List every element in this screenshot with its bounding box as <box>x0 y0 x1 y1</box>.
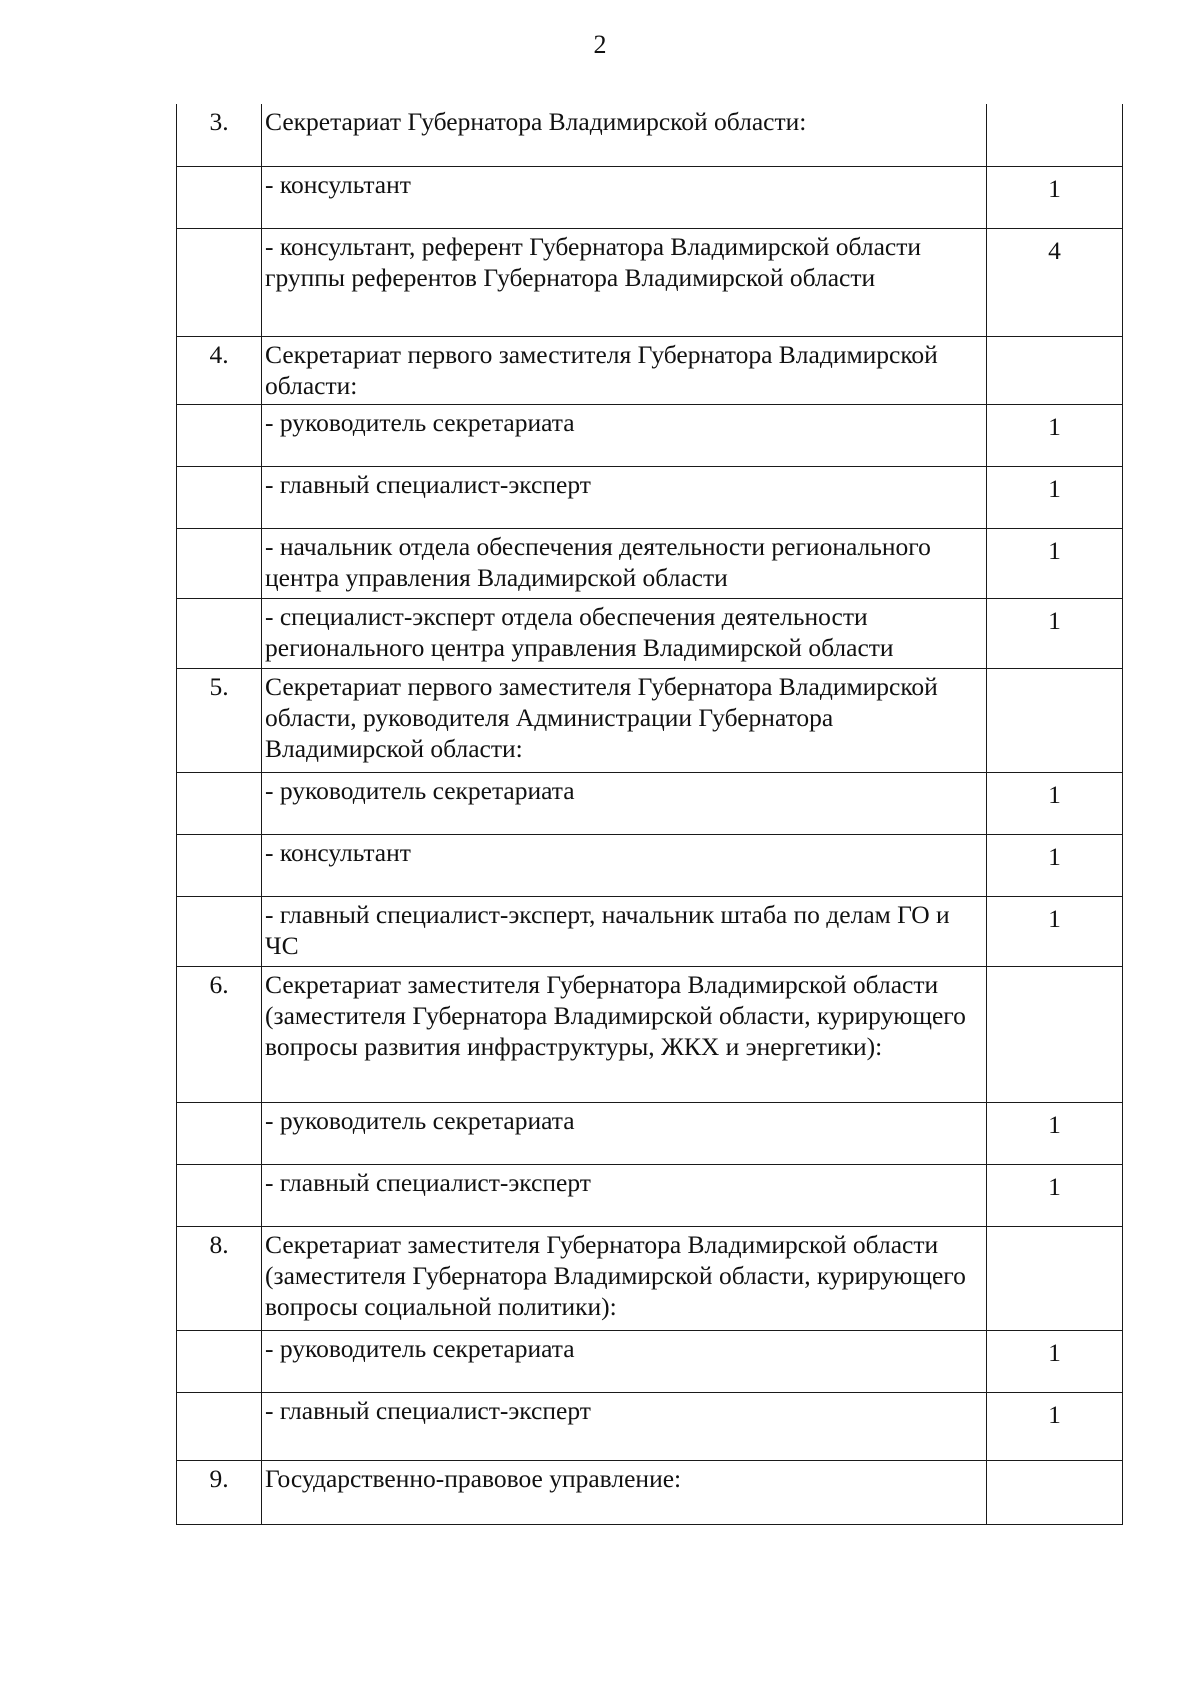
row-description <box>262 404 987 466</box>
row-count: 1 <box>987 1330 1123 1392</box>
table-row <box>177 1460 1123 1524</box>
row-number <box>177 1164 262 1226</box>
row-number <box>177 528 262 598</box>
row-count: 1 <box>987 404 1123 466</box>
staff-table-body <box>177 104 1123 1524</box>
row-count: 1 <box>987 466 1123 528</box>
table-row <box>177 834 1123 896</box>
table-row <box>177 228 1123 336</box>
row-number <box>177 1392 262 1460</box>
table-row <box>177 1330 1123 1392</box>
row-description <box>262 1102 987 1164</box>
row-number <box>177 772 262 834</box>
row-description-text: - главный специалист-эксперт <box>265 469 591 499</box>
table-row <box>177 772 1123 834</box>
row-description <box>262 834 987 896</box>
row-description <box>262 1330 987 1392</box>
row-count <box>987 104 1123 166</box>
row-description-text: - руководитель секретариата <box>265 775 575 805</box>
row-description-text: - главный специалист-эксперт <box>265 1395 591 1425</box>
row-number <box>177 834 262 896</box>
row-description <box>262 528 987 598</box>
row-description-text: Секретариат первого заместителя Губернатора Владимирской области, руководителя Администрации Губернатора Владимирской области: <box>265 671 938 763</box>
row-description-text: - начальник отдела обеспечения деятельности регионального центра управления Владимирской области <box>265 531 931 592</box>
row-number: 6. <box>177 966 262 1102</box>
table-row <box>177 166 1123 228</box>
row-number: 3. <box>177 104 262 166</box>
row-number: 8. <box>177 1226 262 1330</box>
row-number <box>177 1330 262 1392</box>
row-description <box>262 772 987 834</box>
table-row <box>177 896 1123 966</box>
row-number: 5. <box>177 668 262 772</box>
table-row <box>177 1164 1123 1226</box>
row-description-text: Государственно-правовое управление: <box>265 1463 682 1493</box>
row-description-text: - главный специалист-эксперт <box>265 1167 591 1197</box>
table-row <box>177 1392 1123 1460</box>
table-row <box>177 528 1123 598</box>
page-number: 2 <box>593 30 607 59</box>
table-row <box>177 1102 1123 1164</box>
table-row <box>177 466 1123 528</box>
table-row <box>177 404 1123 466</box>
row-number <box>177 228 262 336</box>
table-row <box>177 336 1123 404</box>
row-number <box>177 896 262 966</box>
row-description-text: - консультант, референт Губернатора Владимирской области группы референтов Губернатора Владимирской области <box>265 231 922 292</box>
row-count <box>987 336 1123 404</box>
table-row <box>177 598 1123 668</box>
row-description-text: Секретариат заместителя Губернатора Владимирской области (заместителя Губернатора Владимирской области, курирующего вопросы развития инфраструктуры, ЖКХ и энергетики): <box>265 969 966 1061</box>
row-description-text: - специалист-эксперт отдела обеспечения деятельности регионального центра управления Владимирской области <box>265 601 894 662</box>
row-description-text: - консультант <box>265 837 411 867</box>
row-count: 1 <box>987 1102 1123 1164</box>
row-description <box>262 466 987 528</box>
table-row <box>177 1226 1123 1330</box>
row-description-text: Секретариат первого заместителя Губернатора Владимирской области: <box>265 339 938 400</box>
row-description-text: Секретариат Губернатора Владимирской области: <box>265 107 807 136</box>
row-count: 1 <box>987 772 1123 834</box>
row-description-text: - руководитель секретариата <box>265 1333 575 1363</box>
row-count: 1 <box>987 896 1123 966</box>
row-number <box>177 1102 262 1164</box>
row-count <box>987 1226 1123 1330</box>
row-description <box>262 1164 987 1226</box>
row-description <box>262 896 987 966</box>
row-number <box>177 598 262 668</box>
row-description <box>262 104 987 166</box>
row-count <box>987 668 1123 772</box>
row-count: 1 <box>987 528 1123 598</box>
row-count: 4 <box>987 228 1123 336</box>
row-count: 1 <box>987 1392 1123 1460</box>
row-description-text: Секретариат заместителя Губернатора Владимирской области (заместителя Губернатора Владимирской области, курирующего вопросы социальной политики): <box>265 1229 966 1321</box>
row-count: 1 <box>987 834 1123 896</box>
row-count <box>987 1460 1123 1524</box>
row-description <box>262 166 987 228</box>
row-count: 1 <box>987 598 1123 668</box>
row-number: 4. <box>177 336 262 404</box>
row-description-text: - главный специалист-эксперт, начальник штаба по делам ГО и ЧС <box>265 899 950 960</box>
table-row <box>177 966 1123 1102</box>
row-number <box>177 166 262 228</box>
row-description <box>262 336 987 404</box>
row-description-text: - руководитель секретариата <box>265 1105 575 1135</box>
row-count <box>987 966 1123 1102</box>
row-description <box>262 1392 987 1460</box>
row-description-text: - руководитель секретариата <box>265 407 575 437</box>
row-description <box>262 228 987 336</box>
staff-table <box>176 104 1123 1525</box>
row-description <box>262 668 987 772</box>
row-description <box>262 1460 987 1524</box>
table-row <box>177 104 1123 166</box>
row-number <box>177 466 262 528</box>
table-row <box>177 668 1123 772</box>
row-description-text: - консультант <box>265 169 411 199</box>
row-description <box>262 1226 987 1330</box>
row-number: 9. <box>177 1460 262 1524</box>
row-count: 1 <box>987 166 1123 228</box>
row-description <box>262 598 987 668</box>
row-number <box>177 404 262 466</box>
row-description <box>262 966 987 1102</box>
row-count: 1 <box>987 1164 1123 1226</box>
